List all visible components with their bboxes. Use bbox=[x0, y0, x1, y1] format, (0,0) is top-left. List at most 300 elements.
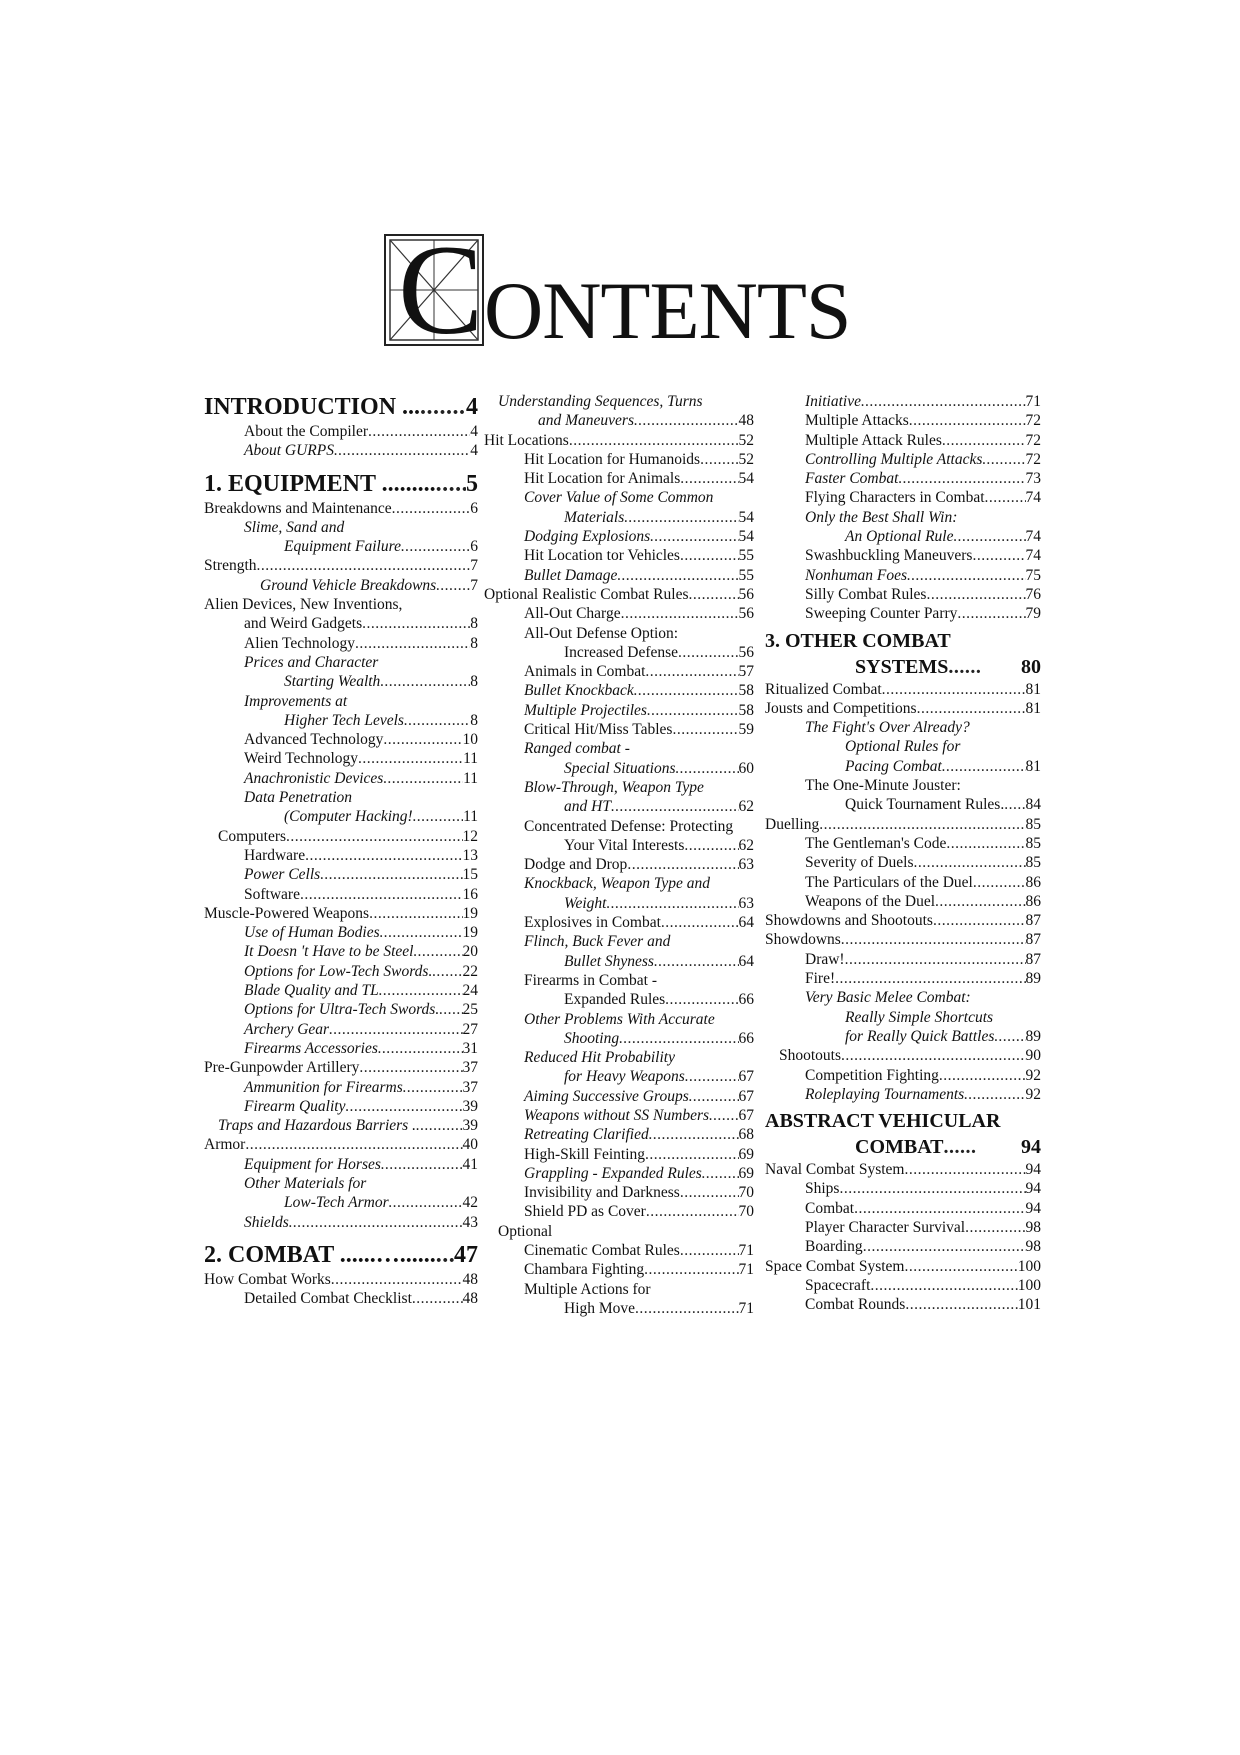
toc-entry-label: The Gentleman's Code bbox=[805, 834, 947, 852]
toc-page-number: 87 bbox=[1025, 912, 1041, 930]
toc-entry bbox=[765, 1046, 1041, 1065]
toc-entry-label: Armor bbox=[204, 1136, 246, 1154]
toc-entry bbox=[484, 778, 754, 817]
toc-page-number: 4 bbox=[470, 442, 478, 460]
toc-entry bbox=[204, 469, 478, 499]
toc-entry bbox=[765, 834, 1041, 853]
toc-entry bbox=[484, 662, 754, 681]
toc-page-number: 8 bbox=[470, 711, 478, 729]
toc-entry bbox=[765, 1218, 1041, 1237]
decorative-initial-box bbox=[384, 219, 484, 361]
toc-entry bbox=[204, 904, 478, 923]
toc-entry bbox=[765, 853, 1041, 872]
toc-entry bbox=[765, 1237, 1041, 1256]
toc-entry bbox=[484, 701, 754, 720]
toc-entry-label: for Heavy Weapons bbox=[564, 1068, 685, 1086]
toc-page-number: 41 bbox=[462, 1155, 478, 1173]
dot-leader bbox=[345, 1097, 462, 1116]
toc-page-number: 8 bbox=[470, 615, 478, 633]
toc-entry-label: Concentrated Defense: Protecting bbox=[524, 817, 734, 835]
toc-entry-label: Showdowns and Shootouts bbox=[765, 912, 933, 930]
toc-page-number: 67 bbox=[738, 1106, 754, 1124]
dot-leader bbox=[982, 450, 1025, 469]
toc-page-number: 69 bbox=[738, 1145, 754, 1163]
toc-entry-label: Options for Ultra-Tech Swords. bbox=[244, 1001, 440, 1019]
toc-entry-label: Materials bbox=[564, 508, 625, 526]
toc-page-number: 57 bbox=[738, 663, 754, 681]
toc-entry bbox=[204, 1155, 478, 1174]
dot-leader bbox=[870, 1276, 1017, 1295]
dot-leader bbox=[665, 990, 738, 1009]
toc-entry-label: Combat bbox=[805, 1199, 855, 1217]
toc-page-number: 67 bbox=[738, 1068, 754, 1086]
dot-leader bbox=[700, 450, 738, 469]
toc-entry bbox=[765, 628, 1041, 680]
dot-leader bbox=[926, 585, 1025, 604]
dot-leader bbox=[654, 952, 739, 971]
toc-entry-label: Shields bbox=[244, 1213, 289, 1231]
toc-column-3 bbox=[765, 392, 1041, 1314]
toc-entry-label: Prices and Character bbox=[244, 653, 379, 671]
toc-entry-label: (Computer Hacking! bbox=[284, 808, 413, 826]
toc-entry-label: Equipment Failure bbox=[284, 538, 401, 556]
toc-entry bbox=[765, 488, 1041, 507]
toc-page-number: 84 bbox=[1025, 796, 1041, 814]
dot-leader bbox=[401, 537, 470, 556]
toc-page-number: 11 bbox=[463, 808, 478, 826]
dot-leader bbox=[702, 1164, 739, 1183]
toc-entry bbox=[765, 988, 1041, 1046]
toc-entry bbox=[204, 942, 478, 961]
toc-page-number: 37 bbox=[462, 1059, 478, 1077]
toc-entry bbox=[484, 527, 754, 546]
toc-page-number: 74 bbox=[1025, 547, 1041, 565]
dot-leader bbox=[334, 441, 470, 460]
title-initial: C bbox=[398, 219, 484, 361]
dot-leader bbox=[383, 769, 463, 788]
toc-entry-label: for Really Quick Battles bbox=[845, 1027, 995, 1045]
dot-leader bbox=[413, 942, 462, 961]
toc-entry bbox=[765, 1276, 1041, 1295]
dot-leader bbox=[939, 1066, 1026, 1085]
dot-leader bbox=[439, 1000, 462, 1019]
toc-page-number: 60 bbox=[738, 759, 754, 777]
toc-page-number: 62 bbox=[738, 798, 754, 816]
toc-entry bbox=[204, 1135, 478, 1154]
toc-entry bbox=[765, 604, 1041, 623]
toc-page-number: 70 bbox=[738, 1184, 754, 1202]
dot-leader bbox=[245, 1135, 462, 1154]
toc-entry bbox=[204, 962, 478, 981]
toc-entry-label: 1. EQUIPMENT ......... bbox=[204, 470, 436, 497]
toc-entry-label: High Move bbox=[564, 1299, 636, 1317]
toc-entry bbox=[204, 865, 478, 884]
toc-entry-label: Muscle-Powered Weapons bbox=[204, 904, 370, 922]
toc-entry-label: Ritualized Combat bbox=[765, 680, 882, 698]
dot-leader bbox=[436, 576, 470, 595]
toc-entry bbox=[204, 1000, 478, 1019]
toc-page-number: 11 bbox=[463, 750, 478, 768]
toc-page-number: 6 bbox=[470, 499, 478, 517]
toc-entry-label: 2. COMBAT ......…...... bbox=[204, 1241, 436, 1268]
toc-page-number: 98 bbox=[1025, 1238, 1041, 1256]
toc-page-number: 16 bbox=[462, 885, 478, 903]
dot-leader bbox=[362, 614, 470, 633]
dot-leader bbox=[954, 527, 1026, 546]
toc-entry-label: Special Situations bbox=[564, 759, 676, 777]
dot-leader bbox=[617, 566, 738, 585]
toc-entry-label: Ground Vehicle Breakdowns bbox=[260, 576, 437, 594]
toc-entry bbox=[204, 576, 478, 595]
toc-entry-label: Severity of Duels bbox=[805, 854, 914, 872]
toc-page-number: 48 bbox=[738, 412, 754, 430]
toc-entry-label: Fire! bbox=[805, 970, 836, 988]
toc-page-number: 69 bbox=[738, 1164, 754, 1182]
dot-leader bbox=[913, 853, 1025, 872]
toc-entry-label: Invisibility and Darkness bbox=[524, 1184, 680, 1202]
toc-page-number: 20 bbox=[462, 943, 478, 961]
toc-entry-label: Jousts and Competitions bbox=[765, 699, 917, 717]
toc-entry-label: INTRODUCTION ... bbox=[204, 394, 421, 420]
toc-page-number: 100 bbox=[1017, 1276, 1041, 1294]
toc-entry bbox=[765, 1066, 1041, 1085]
dot-leader bbox=[635, 1299, 738, 1318]
toc-page-number: 25 bbox=[462, 1001, 478, 1019]
dot-leader bbox=[378, 1039, 463, 1058]
dot-leader bbox=[644, 1260, 738, 1279]
dot-leader bbox=[300, 885, 463, 904]
dot-leader bbox=[621, 604, 739, 623]
dot-leader bbox=[320, 865, 462, 884]
toc-entry bbox=[204, 885, 478, 904]
toc-entry bbox=[765, 950, 1041, 969]
dot-leader bbox=[854, 1199, 1025, 1218]
dot-leader bbox=[935, 892, 1025, 911]
toc-page-number: 86 bbox=[1025, 873, 1041, 891]
toc-entry bbox=[484, 1280, 754, 1319]
toc-entry bbox=[484, 1202, 754, 1221]
toc-entry-label: Explosives in Combat bbox=[524, 914, 661, 932]
dot-leader bbox=[432, 962, 462, 981]
toc-entry bbox=[484, 1145, 754, 1164]
toc-entry-label: Your Vital Interests bbox=[564, 836, 685, 854]
toc-entry bbox=[484, 932, 754, 971]
toc-entry bbox=[765, 450, 1041, 469]
toc-entry bbox=[484, 469, 754, 488]
toc-entry bbox=[484, 392, 754, 431]
toc-page-number: 94 bbox=[1025, 1180, 1041, 1198]
toc-entry-label: SYSTEMS bbox=[855, 655, 949, 678]
toc-page-number: 11 bbox=[463, 769, 478, 787]
toc-entry bbox=[484, 546, 754, 565]
toc-entry-label: Weird Technology bbox=[244, 750, 359, 768]
toc-entry-label: Multiple Projectiles bbox=[524, 701, 647, 719]
dot-leader bbox=[994, 1027, 1025, 1046]
toc-entry-label: An Optional Rule bbox=[845, 528, 954, 546]
dot-leader bbox=[839, 1179, 1025, 1198]
toc-entry-label: Blade Quality and TL bbox=[244, 982, 379, 1000]
toc-entry-label: Firearms in Combat - bbox=[524, 971, 658, 989]
toc-entry-label: Low-Tech Armor bbox=[284, 1194, 389, 1212]
toc-page-number: 59 bbox=[738, 721, 754, 739]
dot-leader bbox=[392, 499, 471, 518]
toc-entry-label: Equipment for Horses bbox=[244, 1155, 381, 1173]
toc-entry bbox=[204, 499, 478, 518]
toc-entry bbox=[204, 1240, 478, 1270]
toc-entry-label: and Weird Gadgets bbox=[244, 615, 363, 633]
toc-page-number: 94 bbox=[1025, 1199, 1041, 1217]
toc-entry-label: 3. OTHER COMBAT bbox=[765, 629, 951, 652]
toc-page-number: 10 bbox=[462, 731, 478, 749]
toc-entry-label: Hardware bbox=[244, 846, 306, 864]
dot-leader bbox=[680, 546, 739, 565]
toc-entry bbox=[765, 508, 1041, 547]
toc-entry-label: Critical Hit/Miss Tables bbox=[524, 721, 673, 739]
toc-entry bbox=[484, 1106, 754, 1125]
toc-entry-label: Dodging Explosions bbox=[524, 528, 651, 546]
toc-page-number: 101 bbox=[1017, 1296, 1041, 1314]
toc-entry-label: Shooting bbox=[564, 1029, 620, 1047]
dot-leader bbox=[942, 757, 1026, 776]
dot-leader bbox=[661, 913, 739, 932]
toc-entry bbox=[765, 776, 1041, 815]
dot-leader bbox=[845, 950, 1026, 969]
toc-page-number: 71 bbox=[738, 1261, 754, 1279]
toc-entry-label: Knockback, Weapon Type and bbox=[524, 875, 710, 893]
toc-entry-label: Quick Tournament Rules. bbox=[845, 796, 1005, 814]
toc-page-number: 7 bbox=[470, 557, 478, 575]
toc-entry-label: Shootouts bbox=[779, 1047, 842, 1065]
toc-column-1 bbox=[204, 392, 478, 1308]
dot-leader bbox=[933, 911, 1026, 930]
toc-page-number: 52 bbox=[738, 431, 754, 449]
toc-entry-label: Hit Locations bbox=[484, 431, 569, 449]
toc-entry-label: Bullet Knockback bbox=[524, 682, 634, 700]
toc-entry-label: Firearm Quality bbox=[244, 1097, 346, 1115]
toc-entry bbox=[765, 1295, 1041, 1314]
dot-leader bbox=[634, 411, 739, 430]
toc-entry-label: Draw! bbox=[805, 950, 845, 968]
toc-entry-label: Space Combat System bbox=[765, 1257, 905, 1275]
toc-page-number: 74 bbox=[1025, 528, 1041, 546]
toc-page-number: 43 bbox=[462, 1213, 478, 1231]
toc-page-number: 85 bbox=[1025, 834, 1041, 852]
toc-page-number: 13 bbox=[462, 846, 478, 864]
toc-entry bbox=[204, 692, 478, 731]
toc-entry-label: High-Skill Feinting bbox=[524, 1145, 645, 1163]
toc-entry bbox=[484, 855, 754, 874]
toc-entry bbox=[484, 566, 754, 585]
contents-title bbox=[384, 219, 854, 361]
toc-entry bbox=[765, 969, 1041, 988]
toc-entry bbox=[765, 873, 1041, 892]
dot-leader bbox=[569, 431, 739, 450]
toc-page-number: 85 bbox=[1025, 854, 1041, 872]
toc-entry bbox=[204, 1039, 478, 1058]
toc-entry-label: Multiple Actions for bbox=[524, 1280, 651, 1298]
toc-entry bbox=[484, 1260, 754, 1279]
toc-page-number: 64 bbox=[738, 914, 754, 932]
toc-page-number: 55 bbox=[738, 566, 754, 584]
toc-page-number: 54 bbox=[738, 528, 754, 546]
toc-entry-label: The One-Minute Jouster: bbox=[805, 777, 961, 795]
toc-entry bbox=[204, 749, 478, 768]
toc-page-number: 85 bbox=[1025, 815, 1041, 833]
dot-leader bbox=[944, 1134, 1021, 1160]
dot-leader bbox=[676, 759, 739, 778]
toc-entry-label: Increased Defense bbox=[564, 643, 679, 661]
toc-entry-label: Breakdowns and Maintenance bbox=[204, 499, 392, 517]
toc-page-number: 58 bbox=[738, 682, 754, 700]
dot-leader bbox=[841, 930, 1026, 949]
toc-entry-label: Archery Gear bbox=[244, 1020, 330, 1038]
toc-page-number: 87 bbox=[1025, 931, 1041, 949]
toc-entry bbox=[765, 1257, 1041, 1276]
toc-entry bbox=[484, 1241, 754, 1260]
dot-leader bbox=[964, 1085, 1025, 1104]
dot-leader bbox=[680, 1241, 739, 1260]
toc-entry bbox=[765, 892, 1041, 911]
dot-leader bbox=[380, 923, 463, 942]
toc-page-number: 8 bbox=[470, 634, 478, 652]
toc-entry-label: Strength bbox=[204, 557, 257, 575]
toc-entry bbox=[484, 913, 754, 932]
toc-entry bbox=[204, 730, 478, 749]
toc-page-number: 6 bbox=[470, 538, 478, 556]
dot-leader bbox=[369, 904, 462, 923]
toc-page-number: 63 bbox=[738, 894, 754, 912]
toc-entry bbox=[765, 1085, 1041, 1104]
toc-entry-label: Retreating Clarified bbox=[524, 1126, 649, 1144]
dot-leader bbox=[331, 1270, 463, 1289]
toc-entry-label: Player Character Survival bbox=[805, 1218, 966, 1236]
dot-leader bbox=[305, 846, 462, 865]
toc-entry bbox=[484, 624, 754, 663]
dot-leader bbox=[685, 1067, 739, 1086]
dot-leader bbox=[645, 662, 738, 681]
toc-page-number: 92 bbox=[1025, 1066, 1041, 1084]
toc-page-number: 71 bbox=[738, 1299, 754, 1317]
toc-entry bbox=[484, 1222, 754, 1241]
toc-entry-label: Slime, Sand and bbox=[244, 518, 345, 536]
toc-page-number: 58 bbox=[738, 701, 754, 719]
dot-leader bbox=[985, 488, 1026, 507]
dot-leader bbox=[680, 469, 738, 488]
toc-entry-label: All-Out Charge bbox=[524, 605, 621, 623]
toc-page-number: 63 bbox=[738, 856, 754, 874]
dot-leader bbox=[436, 1240, 454, 1270]
toc-entry bbox=[765, 930, 1041, 949]
dot-leader bbox=[684, 836, 738, 855]
dot-leader bbox=[948, 654, 1021, 680]
toc-page-number: 39 bbox=[462, 1117, 478, 1135]
dot-leader bbox=[645, 1145, 739, 1164]
toc-page-number: 94 bbox=[1021, 1136, 1041, 1159]
toc-entry-label: Blow-Through, Weapon Type bbox=[524, 778, 704, 796]
dot-leader bbox=[403, 1078, 463, 1097]
toc-entry-label: Combat Rounds bbox=[805, 1296, 906, 1314]
dot-leader bbox=[379, 981, 463, 1000]
toc-entry bbox=[484, 1183, 754, 1202]
dot-leader bbox=[689, 1087, 739, 1106]
toc-entry-label: Advanced Technology bbox=[244, 731, 384, 749]
toc-entry-label: Multiple Attacks bbox=[805, 412, 909, 430]
dot-leader bbox=[634, 681, 739, 700]
dot-leader bbox=[416, 1116, 463, 1135]
toc-entry bbox=[765, 1179, 1041, 1198]
dot-leader bbox=[882, 680, 1026, 699]
dot-leader bbox=[835, 969, 1025, 988]
toc-page-number: 80 bbox=[1021, 655, 1041, 678]
toc-entry bbox=[204, 634, 478, 653]
toc-entry bbox=[765, 566, 1041, 585]
toc-entry-label: Showdowns bbox=[765, 931, 841, 949]
dot-leader bbox=[413, 807, 463, 826]
dot-leader bbox=[650, 527, 738, 546]
dot-leader bbox=[972, 546, 1025, 565]
toc-entry bbox=[765, 469, 1041, 488]
toc-entry bbox=[484, 971, 754, 1010]
toc-entry bbox=[204, 1116, 478, 1135]
toc-entry-label: Aiming Successive Groups bbox=[524, 1087, 689, 1105]
dot-leader bbox=[909, 411, 1026, 430]
toc-page-number: 4 bbox=[470, 423, 478, 440]
toc-page-number: 4 bbox=[466, 394, 478, 420]
dot-leader bbox=[436, 469, 466, 499]
dot-leader bbox=[389, 1193, 463, 1212]
toc-page-number: 75 bbox=[1025, 566, 1041, 584]
toc-entry bbox=[204, 441, 478, 460]
toc-page-number: 22 bbox=[462, 962, 478, 980]
toc-entry bbox=[765, 815, 1041, 834]
toc-page-number: 15 bbox=[462, 866, 478, 884]
toc-entry-label: COMBAT bbox=[855, 1136, 944, 1159]
toc-entry-label: Improvements at bbox=[244, 692, 348, 710]
toc-entry bbox=[484, 585, 754, 604]
toc-page-number: 79 bbox=[1025, 605, 1041, 623]
toc-page-number: 55 bbox=[738, 547, 754, 565]
toc-entry-label: Expanded Rules bbox=[564, 991, 666, 1009]
toc-entry-label: Hit Location for Humanoids bbox=[524, 450, 701, 468]
toc-page-number: 94 bbox=[1025, 1161, 1041, 1179]
toc-entry bbox=[484, 681, 754, 700]
dot-leader bbox=[905, 1160, 1026, 1179]
toc-entry bbox=[765, 411, 1041, 430]
dot-leader bbox=[709, 1106, 738, 1125]
toc-page-number: 86 bbox=[1025, 892, 1041, 910]
toc-entry bbox=[484, 488, 754, 527]
toc-page-number: 72 bbox=[1025, 412, 1041, 430]
toc-entry-label: Use of Human Bodies bbox=[244, 924, 380, 942]
dot-leader bbox=[624, 508, 738, 527]
toc-entry bbox=[765, 699, 1041, 718]
toc-page-number: 72 bbox=[1025, 431, 1041, 449]
toc-page-number: 74 bbox=[1025, 489, 1041, 507]
toc-entry-label: Chambara Fighting bbox=[524, 1261, 645, 1279]
toc-entry-label: Weight bbox=[564, 894, 607, 912]
toc-entry-label: Bullet Shyness bbox=[564, 952, 654, 970]
toc-page-number: 48 bbox=[462, 1290, 478, 1308]
toc-entry-label: Anachronistic Devices bbox=[244, 769, 384, 787]
dot-leader bbox=[898, 469, 1025, 488]
toc-page-number: 76 bbox=[1025, 585, 1041, 603]
dot-leader bbox=[905, 1295, 1017, 1314]
toc-entry-label: Cover Value of Some Common bbox=[524, 489, 714, 507]
dot-leader bbox=[381, 1155, 463, 1174]
toc-entry-label: Ammunition for Firearms bbox=[244, 1078, 403, 1096]
toc-page-number: 89 bbox=[1025, 1027, 1041, 1045]
toc-entry-label: Weapons of the Duel bbox=[805, 892, 936, 910]
